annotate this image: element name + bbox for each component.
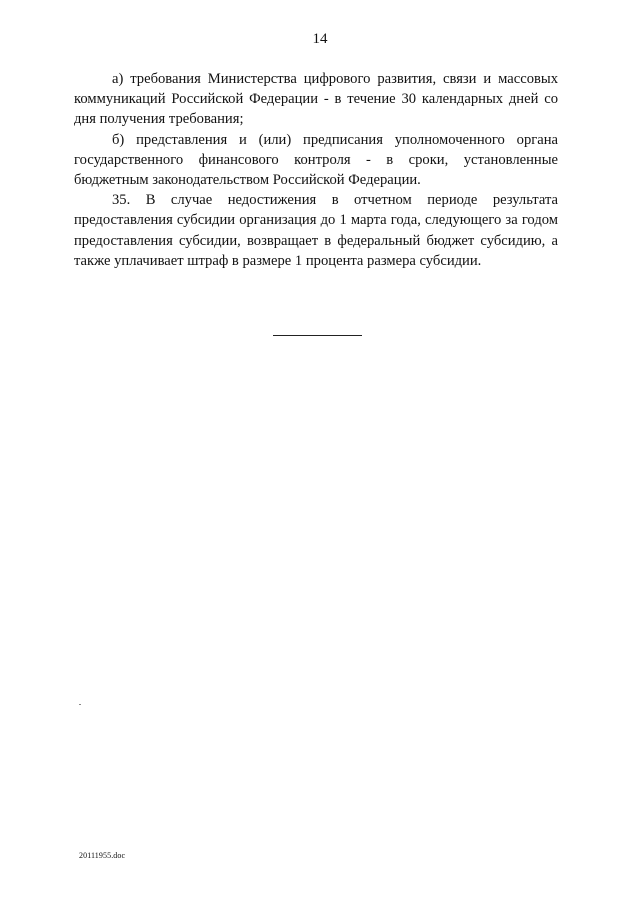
paragraph-b: б) представления и (или) предписания уполномоченного органа государственного финансового контроля - в сроки, установленные бюджетным законодательством Российской Федерации. — [74, 131, 558, 189]
document-file-code: 20111955.doc — [79, 851, 126, 860]
scan-speck — [79, 704, 81, 705]
document-body — [74, 69, 558, 271]
page-number: 14 — [312, 31, 328, 47]
paragraph-a: а) требования Министерства цифрового развития, связи и массовых коммуникаций Российской Федерации - в течение 30 календарных дней со дня получения требования; — [74, 71, 558, 128]
end-of-text-divider — [273, 335, 362, 336]
paragraph-35: 35. В случае недостижения в отчетном периоде результата предоставления субсидии организация до 1 марта года, следующего за годом предоставления субсидии, возвращает в федеральный бюджет субсидию, а также уплачивает штраф в размере 1 процента размера субсидии. — [74, 192, 558, 269]
